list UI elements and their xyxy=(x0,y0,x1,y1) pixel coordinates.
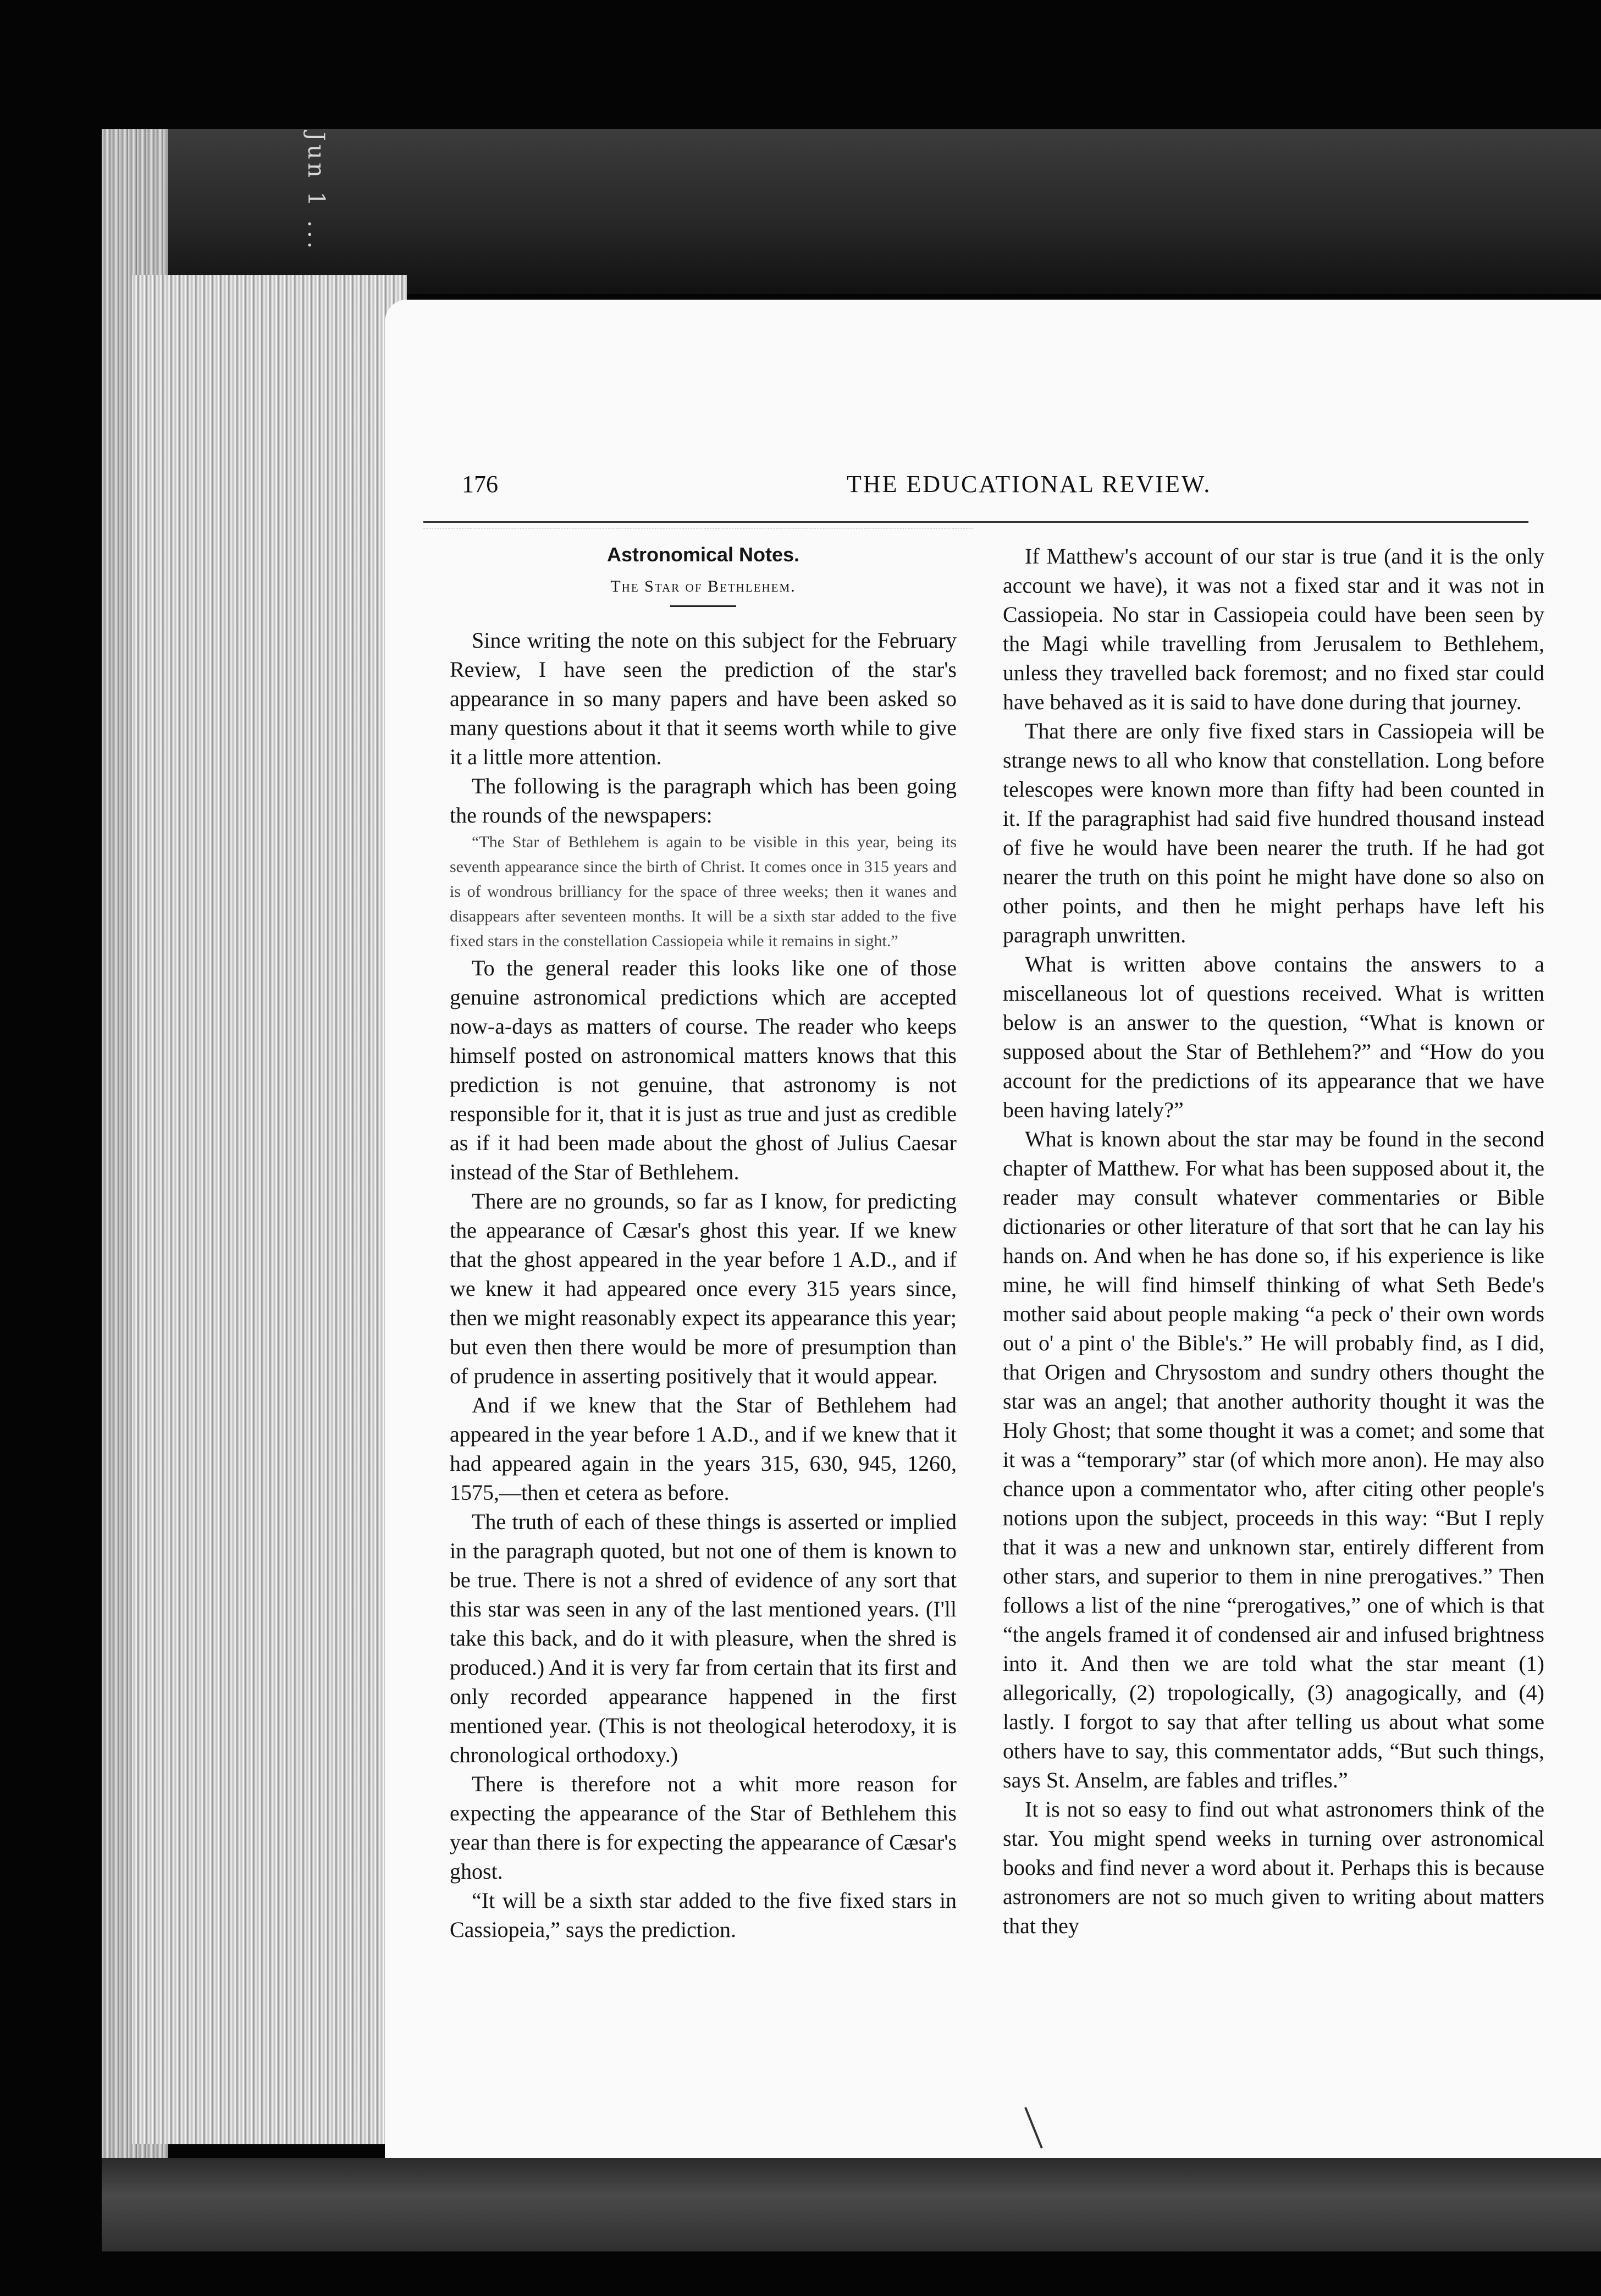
running-title: THE EDUCATIONAL REVIEW. xyxy=(847,471,1212,498)
paragraph: There are no grounds, so far as I know, for predicting the appearance of Cæsar's ghost this year. If we knew that the ghost appeared in the year before 1 A.D., and if we knew it had appeared once every 315 years since, then we might reasonably expect its appearance this year; but even then there would be more of presumption than of prudence in asserting positively that it would appear. xyxy=(450,1189,957,1388)
article-subtitle: The Star of Bethlehem. xyxy=(610,577,796,595)
scan-shadow-bottom xyxy=(102,2158,1601,2251)
paragraph: What is known about the star may be found in the second chapter of Matthew. For what has been supposed about it, the reader may consult whatever commentaries or Bible dictionaries or other literature of that sort that he can lay his hands on. And when he has done so, if his experience is like mine, he will find himself thinking of what Seth Bede's mother said about people making “a peck o' their own words out o' a pint o' the Bible's.” He will probably find, as I did, that Origen and Chrysostom and sundry others thought the star was an angel; that another authority thought it was the Holy Ghost; that some thought it was a comet; and some that it was a “temporary” star (of which more anon). He may also chance upon a commentator who, after citing other people's notions upon the subject, proceeds in this way: “But I reply that it was a new and unknown star, entirely different from other stars, and superior to them in nine prerogatives.” Then follows a list of the nine “prerogatives,” one of which is that “the angels framed it of condensed air and infused brightness into it. And then we are told what the star meant (1) allegorically, (2) tropologically, (3) anagogically, and (4) lastly. I forgot to say that after telling us about what some others have to say, this commentator adds, “But such things, says St. Anselm, are fables and trifles.” xyxy=(1003,1127,1544,1792)
article-title: Astronomical Notes. xyxy=(606,543,800,566)
paragraph: The truth of each of these things is asserted or implied in the paragraph quoted, but not one of them is known to be true. There is not a shred of evidence of any sort that this star was seen in any of the last mentioned years. (I'll take this back, and do it with pleasure, when the shred is produced.) And it is very far from certain that its first and only recorded appearance happened in the first mentioned year. (This is not theological heterodoxy, it is chronological orthodoxy.) xyxy=(450,1509,957,1767)
paragraph: That there are only five fixed stars in Cassiopeia will be strange news to all who know that constellation. Long before telescopes were known more than fifty had been counted in it. If the paragraphist had said five hundred thousand instead of five he would have been nearer the truth. If he had got nearer the truth on this point he might have done so also on other points, and then he might perhaps have left his paragraph unwritten. xyxy=(1003,719,1544,947)
paragraph: Since writing the note on this subject for the February Review, I have seen the prediction of the star's appearance in so many papers and have been asked so many questions about it that it seems worth while to give it a little more attention. xyxy=(450,628,957,769)
paragraph: To the general reader this looks like one of those genuine astronomical predictions which are accepted now-a-days as matters of course. The reader who keeps himself posted on astronomical matters knows that this prediction is not genuine, that astronomy is not responsible for it, that it is just as true and just as credible as if it had been made about the ghost of Julius Caesar instead of the Star of Bethlehem. xyxy=(450,956,957,1184)
spine-note: Jun 1 ... xyxy=(303,132,330,252)
paragraph: There is therefore not a whit more reason for expecting the appearance of the Star of Bethlehem this year than there is for expecting the appearance of Cæsar's ghost. xyxy=(450,1771,957,1884)
paragraph: It is not so easy to find out what astronomers think of the star. You might spend weeks in turning over astronomical books and find never a word about it. Perhaps this is because astronomers are not so much given to writing about matters that they xyxy=(1003,1797,1544,1938)
left-column xyxy=(450,542,957,1944)
quoted-paragraph: “The Star of Bethlehem is again to be visible in this year, being its seventh appearance since the birth of Christ. It comes once in 315 years and is of wondrous brilliancy for the space of three weeks; then it wanes and disappears after seventeen months. It will be a sixth star added to the five fixed stars in the constellation Cassiopeia while it remains in sight.” xyxy=(450,833,957,950)
paragraph: If Matthew's account of our star is true (and it is the only account we have), it was not a fixed star and it was not in Cassiopeia. No star in Cassiopeia could have been seen by the Magi while travelling from Jerusalem to Bethlehem, unless they travelled back foremost; and no fixed star could have behaved as it is said to have done during that journey. xyxy=(1003,544,1544,714)
page-number: 176 xyxy=(462,471,498,498)
paragraph: “It will be a sixth star added to the five fixed stars in Cassiopeia,” says the prediction. xyxy=(450,1888,957,1942)
paragraph: And if we knew that the Star of Bethlehem had appeared in the year before 1 A.D., and if we knew that it had appeared again in the years 315, 630, 945, 1260, 1575,—then et cetera as before. xyxy=(450,1393,957,1505)
paragraph: The following is the paragraph which has been going the rounds of the newspapers: xyxy=(450,774,957,827)
right-column xyxy=(1003,542,1544,1940)
page-header xyxy=(451,470,1550,514)
title-rule xyxy=(670,605,736,607)
header-rule xyxy=(423,521,1528,523)
page-edges xyxy=(132,275,407,2144)
paragraph: What is written above contains the answers to a miscellaneous lot of questions received. What is written below is an answer to the question, “What is known or supposed about the Star of Bethlehem?” and “How do you account for the predictions of its appearance that we have been having lately?” xyxy=(1003,952,1544,1122)
